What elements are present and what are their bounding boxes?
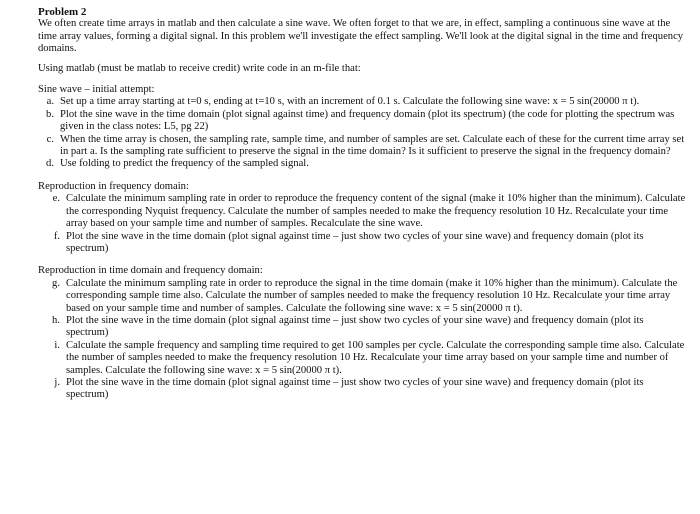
item-text: Calculate the minimum sampling rate in order to reproduce the signal in the time domain (make it 10% higher than the minimum). Calculate the corresponding sample time also. Calculate the number of samples needed to make the frequency resolution 10 Hz. Recalculate your time array based on your sample time and number of samples. Calculate the following sine wave: x = 5 sin(20000 π t). — [66, 277, 678, 314]
list-item — [42, 377, 686, 402]
list-item — [42, 340, 686, 377]
item-letter: b. — [46, 108, 54, 120]
item-list — [38, 96, 686, 170]
section-time-and-frequency-domain — [38, 265, 686, 401]
item-text: Plot the sine wave in the time domain (plot signal against time – just show two cycles of your sine wave) and frequency domain (plot its spectrum) — [66, 314, 644, 339]
item-letter: a. — [46, 96, 54, 108]
list-item — [38, 134, 686, 159]
section-heading: Sine wave – initial attempt: — [38, 84, 155, 96]
item-letter: c. — [46, 133, 54, 145]
item-letter: f. — [53, 230, 60, 242]
list-item — [42, 315, 686, 340]
item-letter: h. — [52, 314, 60, 326]
section-heading: Reproduction in frequency domain: — [38, 180, 189, 192]
item-letter: g. — [52, 277, 60, 289]
list-item — [38, 96, 686, 108]
list-item — [38, 158, 686, 170]
list-item — [42, 193, 686, 230]
item-text: Plot the sine wave in the time domain (plot signal against time – just show two cycles of your sine wave) and frequency domain (plot its spectrum) — [66, 230, 644, 254]
item-letter: d. — [46, 158, 54, 170]
section-heading: Reproduction in time domain and frequency domain: — [38, 265, 263, 277]
list-item — [38, 109, 686, 134]
item-text: Use folding to predict the frequency of the sampled signal. — [60, 158, 309, 170]
list-item — [42, 231, 686, 256]
section-initial-attempt — [38, 84, 686, 171]
item-text: Calculate the sample frequency and sampling time required to get 100 samples per cycle. Calculate the corresponding sample time also. Calculate the number of samples needed to make the frequency resolution 10 Hz. Recalculate your time array based on your sample time and number of samples. Calculate the following sine wave: x = 5 sin(20000 π t). — [66, 339, 685, 376]
list-item — [42, 278, 686, 315]
item-letter: e. — [52, 193, 60, 205]
item-text: Plot the sine wave in the time domain (plot signal against time – just show two cycles of your sine wave) and frequency domain (plot its spectrum) — [66, 376, 644, 401]
item-text: When the time array is chosen, the sampling rate, sample time, and number of samples are set. Calculate each of these for the current time array set in part a. Is the sampling rate sufficient to preserve the signal in the time domain? Is it sufficient to preserve the signal in the frequency domain? — [60, 133, 685, 158]
problem-title: Problem 2 — [38, 6, 87, 18]
item-text: Plot the sine wave in the time domain (plot signal against time) and frequency domain (plot its spectrum) (the code for plotting the spectrum was given in the class notes: L5, pg 22) — [60, 108, 675, 133]
section-frequency-domain — [38, 181, 686, 255]
problem-requirement: Using matlab (must be matlab to receive credit) write code in an m-file that: — [38, 62, 361, 74]
item-text: Calculate the minimum sampling rate in order to reproduce the frequency content of the signal (make it 10% higher than the minimum). Calculate the corresponding Nyquist frequency. Calculate the number of samples needed to make the frequency resolution 10 Hz. Recalculate your time array based on your sample time and number of samples. Recalculate the sine wave. — [66, 193, 686, 230]
item-list — [42, 193, 686, 255]
problem-intro: We often create time arrays in matlab and then calculate a sine wave. We often forget to that we are, in effect, sampling a continuous sine wave at the time array values, forming a digital signal. In this problem we'll investigate the effect sampling. We'll look at the digital signal in the time and frequency domains. — [38, 18, 684, 55]
item-letter: j. — [54, 376, 60, 388]
item-list — [42, 278, 686, 402]
item-text: Set up a time array starting at t=0 s, ending at t=10 s, with an increment of 0.1 s. Calculate the following sine wave: x = 5 sin(20000 π t). — [60, 96, 640, 108]
item-letter: i. — [54, 339, 60, 351]
